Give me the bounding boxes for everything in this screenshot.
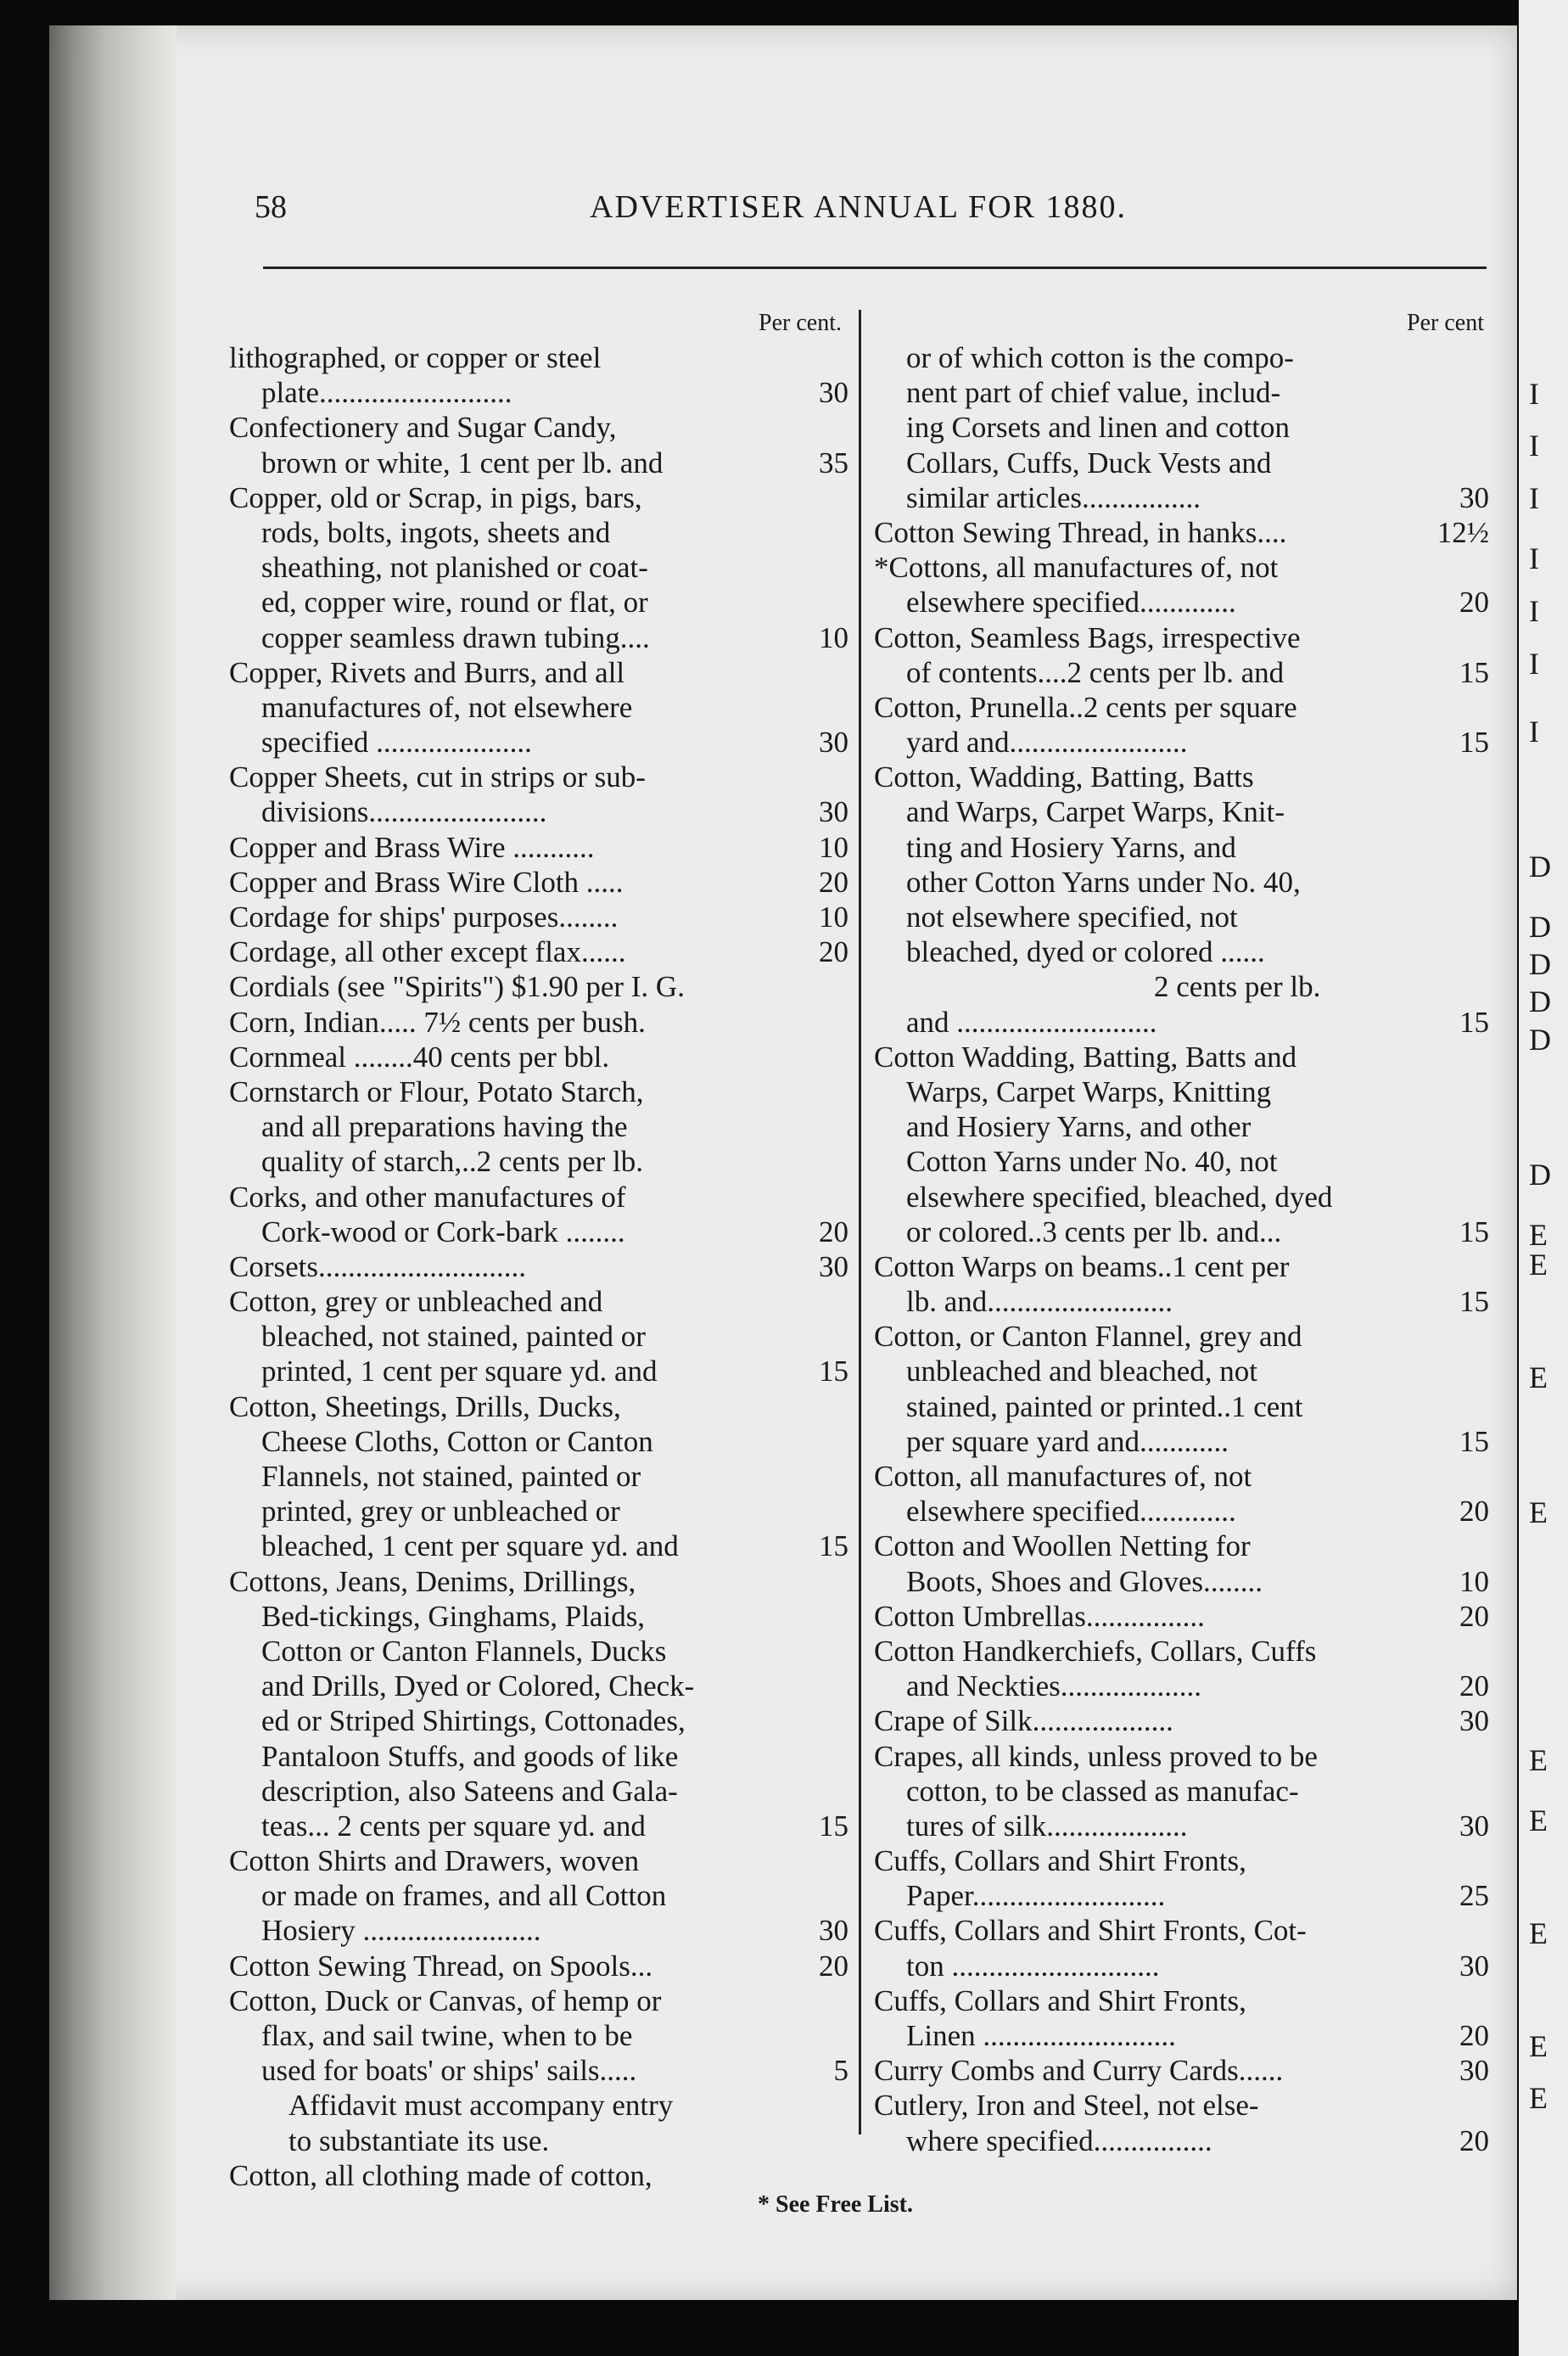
entry-line: lithographed, or copper or steel — [229, 341, 602, 374]
entry-line: *Cottons, all manufactures of, not — [874, 551, 1279, 585]
tariff-entry — [229, 760, 848, 829]
duty-rate: 20 — [1459, 586, 1489, 620]
entry-line: Paper.......................... — [906, 1879, 1166, 1913]
entry-line: Corn, Indian..... 7½ cents per bush. — [229, 1005, 646, 1039]
duty-rate: 15 — [1459, 655, 1489, 689]
tariff-entry — [874, 1703, 1489, 1738]
entry-line: Linen .......................... — [906, 2019, 1176, 2052]
entry-line: Cotton Handkerchiefs, Collars, Cuffs — [874, 1634, 1317, 1668]
entry-line: printed, 1 cent per square yd. and — [261, 1355, 658, 1388]
entry-line: Copper, old or Scrap, in pigs, bars, — [229, 480, 642, 514]
tariff-entry — [229, 934, 848, 969]
duty-rate: 15 — [1459, 726, 1489, 760]
duty-rate: 15 — [1459, 1005, 1489, 1039]
entry-line: or colored..3 cents per lb. and... — [906, 1214, 1282, 1248]
entry-line: Cotton, grey or unbleached and — [229, 1285, 603, 1319]
tariff-entry — [229, 969, 848, 1004]
entry-line: Flannels, not stained, painted or — [261, 1460, 641, 1493]
entry-line: Cotton Shirts and Drawers, woven — [229, 1844, 640, 1878]
adjacent-page-letter: D — [1529, 1022, 1551, 1057]
tariff-entry — [874, 1249, 1489, 1319]
entry-line: Cornstarch or Flour, Potato Starch, — [229, 1074, 644, 1108]
entry-line: Cottons, Jeans, Denims, Drillings, — [229, 1564, 636, 1598]
duty-rate: 15 — [819, 1529, 848, 1563]
entry-line: bleached, not stained, painted or — [261, 1320, 646, 1354]
entry-line: Cheese Cloths, Cotton or Canton — [261, 1424, 653, 1458]
entry-line: or of which cotton is the compo- — [906, 341, 1294, 374]
duty-rate: 30 — [1459, 2054, 1489, 2088]
tariff-entry — [874, 1529, 1489, 1598]
duty-rate: 35 — [819, 446, 848, 480]
entry-line: Hosiery ........................ — [261, 1914, 541, 1948]
entry-line: per square yard and............ — [906, 1424, 1229, 1458]
entry-line: elsewhere specified, bleached, dyed — [906, 1180, 1333, 1214]
entry-line: elsewhere specified............. — [906, 1495, 1236, 1529]
adjacent-page-letter: D — [1529, 984, 1551, 1019]
duty-rate: 20 — [1459, 1495, 1489, 1529]
entry-line: and Neckties................... — [906, 1669, 1201, 1703]
entry-line: not elsewhere specified, not — [906, 900, 1238, 934]
duty-rate: 30 — [1459, 480, 1489, 514]
adjacent-page-letter: I — [1529, 376, 1539, 411]
entry-line: Cotton, Duck or Canvas, of hemp or — [229, 1983, 662, 2017]
duty-rate: 30 — [819, 1914, 848, 1948]
adjacent-page-letter: E — [1529, 1916, 1548, 1950]
entry-line: Corks, and other manufactures of — [229, 1180, 626, 1214]
running-title: ADVERTISER ANNUAL FOR 1880. — [590, 189, 1127, 225]
entry-line: Cotton, all manufactures of, not — [874, 1460, 1252, 1493]
tariff-entry — [229, 830, 848, 865]
entry-line: Cork-wood or Cork-bark ........ — [261, 1214, 625, 1248]
entry-line: ed or Striped Shirtings, Cottonades, — [261, 1704, 686, 1738]
duty-rate: 15 — [1459, 1214, 1489, 1248]
adjacent-page-letter: I — [1529, 594, 1539, 629]
entry-line: and Warps, Carpet Warps, Knit- — [906, 795, 1285, 829]
duty-rate: 30 — [1459, 1949, 1489, 1983]
entry-line: yard and........................ — [906, 726, 1188, 760]
entry-line: 2 cents per lb. — [1154, 970, 1321, 1004]
tariff-entry — [874, 620, 1489, 690]
entry-line: Cotton, all clothing made of cotton, — [229, 2158, 652, 2192]
entry-line: manufactures of, not elsewhere — [261, 690, 633, 724]
left-column — [229, 306, 848, 2193]
entry-line: Boots, Shoes and Gloves........ — [906, 1564, 1263, 1598]
running-header — [255, 188, 1510, 239]
tariff-entry — [874, 515, 1489, 550]
header-rule — [263, 266, 1487, 269]
entry-line: Cuffs, Collars and Shirt Fronts, Cot- — [874, 1914, 1307, 1948]
adjacent-page-letter: E — [1529, 1803, 1548, 1837]
entry-line: Cotton and Woollen Netting for — [874, 1529, 1251, 1563]
tariff-entry — [229, 1074, 848, 1180]
tariff-entry — [229, 1843, 848, 1949]
entry-line: cotton, to be classed as manufac- — [906, 1774, 1299, 1808]
entry-line: ting and Hosiery Yarns, and — [906, 830, 1236, 864]
entry-line: Warps, Carpet Warps, Knitting — [906, 1074, 1272, 1108]
adjacent-page-letter: E — [1529, 1217, 1548, 1252]
adjacent-page-letter: D — [1529, 909, 1551, 944]
duty-rate: 15 — [1459, 1424, 1489, 1458]
entry-line: Cotton Yarns under No. 40, not — [906, 1145, 1278, 1179]
adjacent-page-letter: E — [1529, 1248, 1548, 1282]
tariff-entry — [229, 1180, 848, 1249]
entry-line: Cutlery, Iron and Steel, not else- — [874, 2089, 1259, 2123]
entry-line: specified ..................... — [261, 726, 532, 760]
adjacent-page-letter: I — [1529, 647, 1539, 682]
tariff-entry — [874, 1459, 1489, 1529]
entry-line: Cotton, or Canton Flannel, grey and — [874, 1320, 1302, 1354]
tariff-entry — [229, 1284, 848, 1389]
tariff-entry — [229, 1005, 848, 1040]
entry-line: description, also Sateens and Gala- — [261, 1774, 678, 1808]
entry-line: elsewhere specified............. — [906, 586, 1236, 620]
entry-line: Cotton or Canton Flannels, Ducks — [261, 1634, 667, 1668]
entry-line: ton ............................ — [906, 1949, 1160, 1983]
adjacent-page-letter: D — [1529, 850, 1551, 884]
entry-line: Cotton Warps on beams..1 cent per — [874, 1249, 1290, 1283]
tariff-entry — [229, 900, 848, 934]
adjacent-page-letter: I — [1529, 429, 1539, 463]
entry-line: where specified................ — [906, 2123, 1212, 2157]
adjacent-page-letter: I — [1529, 541, 1539, 576]
tariff-entry — [874, 550, 1489, 620]
tariff-entry — [229, 1564, 848, 1844]
tariff-entry — [229, 480, 848, 655]
adjacent-page-letter: E — [1529, 1360, 1548, 1394]
duty-rate: 30 — [1459, 1704, 1489, 1738]
entry-line: copper seamless drawn tubing.... — [261, 620, 650, 654]
tariff-entry — [229, 2158, 848, 2193]
entry-line: of contents....2 cents per lb. and — [906, 655, 1285, 689]
duty-rate: 15 — [819, 1809, 848, 1843]
tariff-entry — [874, 690, 1489, 760]
tariff-entry — [874, 1983, 1489, 2053]
entry-line: teas... 2 cents per square yd. and — [261, 1809, 646, 1843]
page-gutter-shadow — [49, 25, 176, 2300]
tariff-entry — [874, 760, 1489, 1040]
entry-line: other Cotton Yarns under No. 40, — [906, 865, 1301, 899]
right-column — [874, 306, 1489, 2158]
entry-line: plate.......................... — [261, 376, 512, 410]
duty-rate: 20 — [1459, 1669, 1489, 1703]
tariff-entry — [229, 1249, 848, 1284]
entry-line: Cornmeal ........40 cents per bbl. — [229, 1040, 610, 1074]
entry-line: Crapes, all kinds, unless proved to be — [874, 1739, 1318, 1773]
adjacent-page-edge — [1519, 0, 1568, 2356]
entry-line: Cotton Sewing Thread, on Spools... — [229, 1949, 653, 1983]
entry-line: Confectionery and Sugar Candy, — [229, 411, 617, 445]
entry-line: Corsets............................ — [229, 1249, 526, 1283]
entry-line: Cotton, Wadding, Batting, Batts — [874, 760, 1254, 794]
entry-line: ed, copper wire, round or flat, or — [261, 586, 648, 620]
entry-line: to substantiate its use. — [288, 2123, 550, 2157]
adjacent-page-letter: D — [1529, 1157, 1551, 1192]
tariff-entry — [874, 1040, 1489, 1249]
duty-rate: 5 — [833, 2054, 848, 2088]
entry-line: Crape of Silk................... — [874, 1704, 1173, 1738]
column-divider — [859, 310, 861, 2134]
duty-rate: 20 — [1459, 2019, 1489, 2052]
duty-rate: 15 — [1459, 1285, 1489, 1319]
entry-line: ing Corsets and linen and cotton — [906, 411, 1291, 445]
entry-line: quality of starch,..2 cents per lb. — [261, 1145, 644, 1179]
entry-line: Cotton, Seamless Bags, irrespective — [874, 620, 1301, 654]
tariff-entry — [229, 1949, 848, 1983]
duty-rate: 30 — [819, 376, 848, 410]
entry-line: Cotton Umbrellas................ — [874, 1599, 1205, 1633]
entry-line: Cordials (see "Spirits") $1.90 per I. G. — [229, 970, 685, 1004]
tariff-entry — [874, 2053, 1489, 2088]
entry-line: and Drills, Dyed or Colored, Check- — [261, 1669, 695, 1703]
tariff-entry — [229, 655, 848, 760]
entry-line: Affidavit must accompany entry — [288, 2089, 674, 2123]
duty-rate: 20 — [1459, 1599, 1489, 1633]
duty-rate: 20 — [819, 935, 848, 969]
duty-rate: 15 — [819, 1355, 848, 1388]
entry-line: unbleached and bleached, not — [906, 1355, 1257, 1388]
entry-line: Cuffs, Collars and Shirt Fronts, — [874, 1983, 1246, 2017]
tariff-entry — [229, 410, 848, 480]
entry-line: brown or white, 1 cent per lb. and — [261, 446, 664, 480]
adjacent-page-letter: E — [1529, 2081, 1548, 2116]
entry-line: divisions........................ — [261, 795, 547, 829]
tariff-entry — [874, 1319, 1489, 1459]
tariff-entry — [229, 1040, 848, 1074]
duty-rate: 10 — [819, 830, 848, 864]
entry-line: and all preparations having the — [261, 1110, 628, 1144]
entry-line: used for boats' or ships' sails..... — [261, 2054, 637, 2088]
entry-line: Copper Sheets, cut in strips or sub- — [229, 760, 646, 794]
entry-line: Curry Combs and Curry Cards...... — [874, 2054, 1284, 2088]
tariff-entry — [229, 1983, 848, 2089]
entry-line: Copper, Rivets and Burrs, and all — [229, 655, 625, 689]
duty-rate: 30 — [819, 795, 848, 829]
duty-rate: 20 — [1459, 2123, 1489, 2157]
entry-line: rods, bolts, ingots, sheets and — [261, 515, 611, 549]
entry-line: Cotton, Sheetings, Drills, Ducks, — [229, 1389, 621, 1423]
entry-line: Copper and Brass Wire Cloth ..... — [229, 865, 624, 899]
entry-line: and Hosiery Yarns, and other — [906, 1110, 1252, 1144]
entry-line: Pantaloon Stuffs, and goods of like — [261, 1739, 679, 1773]
tariff-entry — [874, 1599, 1489, 1634]
duty-rate: 20 — [819, 1214, 848, 1248]
duty-rate: 12½ — [1436, 515, 1489, 549]
adjacent-page-letter: E — [1529, 1495, 1548, 1530]
duty-rate: 30 — [819, 1249, 848, 1283]
entry-line: Bed-tickings, Ginghams, Plaids, — [261, 1599, 646, 1633]
duty-rate: 30 — [1459, 1809, 1489, 1843]
adjacent-page-letter: I — [1529, 481, 1539, 516]
tariff-entry — [874, 1634, 1489, 1703]
entry-line: Cordage for ships' purposes........ — [229, 900, 619, 934]
duty-rate: 25 — [1459, 1879, 1489, 1913]
tariff-entry — [874, 1913, 1489, 1983]
entry-line: stained, painted or printed..1 cent — [906, 1389, 1303, 1423]
tariff-entry — [874, 340, 1489, 515]
duty-rate: 20 — [819, 1949, 848, 1983]
tariff-entry — [229, 1389, 848, 1564]
tariff-entry — [229, 340, 848, 410]
entry-line: Cotton, Prunella..2 cents per square — [874, 690, 1297, 724]
duty-rate: 20 — [819, 865, 848, 899]
entry-line: Cuffs, Collars and Shirt Fronts, — [874, 1844, 1246, 1878]
duty-rate: 10 — [1459, 1564, 1489, 1598]
entry-line: or made on frames, and all Cotton — [261, 1879, 667, 1913]
entry-line: Cotton Wadding, Batting, Batts and — [874, 1040, 1297, 1074]
entry-line: nent part of chief value, includ- — [906, 376, 1281, 410]
entry-line: flax, and sail twine, when to be — [261, 2019, 633, 2052]
entry-line: Cordage, all other except flax...... — [229, 935, 626, 969]
entry-line: bleached, 1 cent per square yd. and — [261, 1529, 679, 1563]
right-column-header: Per cent — [1407, 310, 1484, 336]
entry-line: similar articles................ — [906, 480, 1201, 514]
entry-line: Copper and Brass Wire ........... — [229, 830, 595, 864]
adjacent-page-letter: E — [1529, 2028, 1548, 2063]
tariff-entry — [229, 2088, 848, 2157]
tariff-entry — [874, 2088, 1489, 2157]
entry-line: sheathing, not planished or coat- — [261, 551, 648, 585]
tariff-entry — [229, 865, 848, 900]
entry-line: tures of silk................... — [906, 1809, 1188, 1843]
entry-line: printed, grey or unbleached or — [261, 1495, 620, 1529]
footnote: * See Free List. — [758, 2191, 913, 2218]
duty-rate: 10 — [819, 900, 848, 934]
duty-rate: 10 — [819, 620, 848, 654]
duty-rate: 30 — [819, 726, 848, 760]
adjacent-page-letter: I — [1529, 714, 1539, 749]
entry-line: lb. and......................... — [906, 1285, 1173, 1319]
adjacent-page-letter: D — [1529, 947, 1551, 982]
entry-line: Cotton Sewing Thread, in hanks.... — [874, 515, 1287, 549]
page-number: 58 — [255, 189, 287, 225]
entry-line: Collars, Cuffs, Duck Vests and — [906, 446, 1272, 480]
left-column-header: Per cent. — [759, 310, 842, 336]
tariff-entry — [874, 1739, 1489, 1844]
tariff-entry — [874, 1843, 1489, 1913]
entry-line: and ........................... — [906, 1005, 1157, 1039]
entry-line: bleached, dyed or colored ...... — [906, 935, 1265, 969]
adjacent-page-letter: E — [1529, 1743, 1548, 1778]
